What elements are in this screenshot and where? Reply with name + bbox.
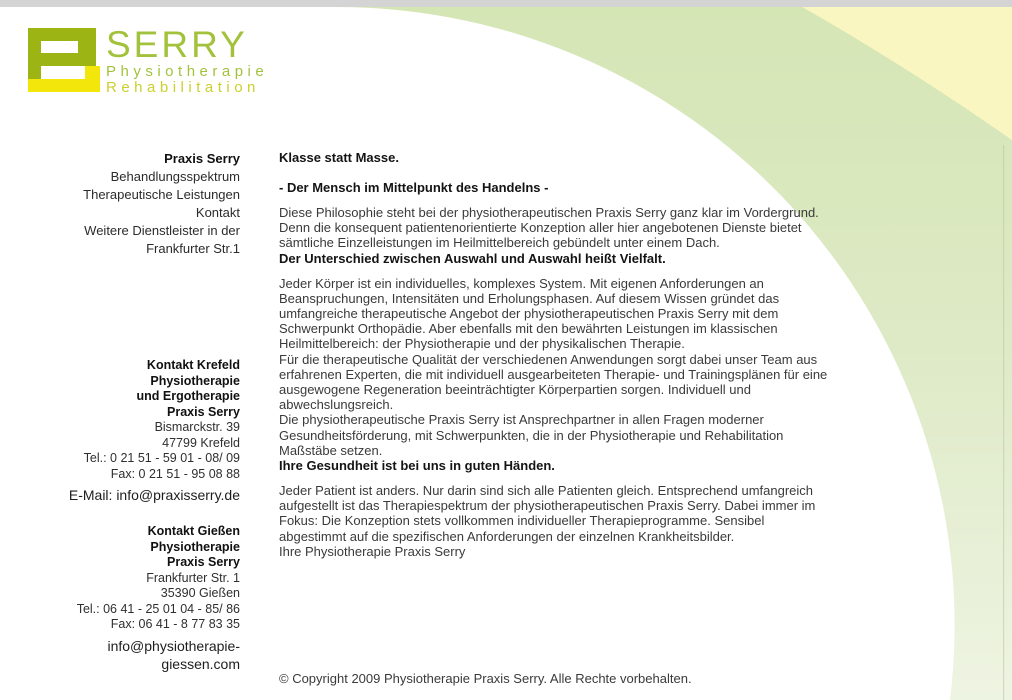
top-bar [0,0,1012,7]
paragraph-jeder-patient: Jeder Patient ist anders. Nur darin sind sich alle Patienten gleich. Entsprechend umfangreich aufgestellt ist das Therapiespektrum der physiotherapeutischen Praxis Serry. Dabei immer im Fokus: Die Konzeption stets vollkommen individueller Therapieprogramme. Sensibel abgestimmt auf die spezifischen Anforderungen der einzelnen Krankheitsbilder. [279,483,816,544]
contact-giessen-email-link[interactable]: info@physiotherapie-giessen.com [107,637,240,672]
contact-krefeld-title: Kontakt Krefeld [146,358,240,372]
closing-line: Ihre Physiotherapie Praxis Serry [279,543,466,559]
contact-block-krefeld [45,358,240,504]
contact-giessen-title-line: Praxis Serry [167,555,240,569]
footer [279,671,692,686]
contact-giessen-street: Frankfurter Str. 1 [146,570,240,585]
contact-krefeld-phone: Tel.: 0 21 51 - 59 01 - 08/ 09 [83,451,240,465]
contact-krefeld-email-link[interactable]: E-Mail: info@praxisserry.de [68,487,240,503]
right-edge-line [1003,145,1004,700]
logo-subtitle-physiotherapie: Physiotherapie [106,63,269,80]
sidebar-nav [45,150,240,258]
contact-krefeld-title-line: Praxis Serry [167,404,240,419]
paragraph-philosophie: Diese Philosophie steht bei der physiotherapeutischen Praxis Serry ganz klar im Vordergrund. Denn die konsequent patientenorientierte Konzeption aller hier angebotenen Dienste bietet sämtliche Einzelleistungen im Heilmittelbereich gebündelt unter einem Dach. [279,205,819,251]
heading-klasse-statt-masse: Klasse statt Masse. [279,150,399,165]
nav-item-praxis-serry[interactable]: Praxis Serry [164,151,240,166]
heading-mensch-im-mittelpunkt: - Der Mensch im Mittelpunkt des Handelns - [279,180,549,195]
logo-brand-text: SERRY [106,24,248,65]
contact-krefeld-title-line: und Ergotherapie [136,389,240,403]
copyright-text: © Copyright 2009 Physiotherapie Praxis Serry. Alle Rechte vorbehalten. [279,671,692,686]
contact-krefeld-fax: Fax: 0 21 51 - 95 08 88 [110,466,240,481]
contact-krefeld-title-line: Physiotherapie [150,373,240,388]
contact-krefeld-city: 47799 Krefeld [162,435,240,450]
paragraph-jeder-koerper: Jeder Körper ist ein individuelles, komplexes System. Mit eigenen Anforderungen an Beanspruchungen, Intensitäten und Erholungsphasen. Auf diesem Wissen gründet das umfangreiche therapeutische Angebot der physiotherapeutischen Praxis Serry mit dem Schwerpunkt Orthopädie. Aber ebenfalls mit den bewährten Leistungen im klassischen Heilmittelbereich: der Physiotherapie und der physikalischen Therapie. [279,275,780,352]
nav-item-behandlungsspektrum[interactable]: Behandlungsspektrum [110,169,240,184]
contact-giessen-city: 35390 Gießen [160,586,240,600]
contact-giessen-title-line: Physiotherapie [150,539,240,554]
nav-item-weitere-dienstleister[interactable]: Weitere Dienstleister in der Frankfurter Str.1 [84,223,240,256]
paragraph-qualitaet: Für die therapeutische Qualität der verschiedenen Anwendungen sorgt dabei unser Team aus erfahrenen Experten, die mit individuell ausgearbeiteten Therapie- und Trainingsplänen für eine ausgewogene Regeneration beeinträchtigter Körperpartien sorgen. Individuell und abwechslungsreich. [279,351,828,413]
serry-s-logo-icon [28,28,100,92]
paragraph-ansprechpartner: Die physiotherapeutische Praxis Serry ist Ansprechpartner in allen Fragen moderner Gesundheitsförderung, mit Schwerpunkten, die in der Physiotherapie und Rehabilitation Maßstäbe setzen. [279,412,784,458]
heading-unterschied-vielfalt: Der Unterschied zwischen Auswahl und Auswahl heißt Vielfalt. [279,250,666,266]
main-content [279,150,831,559]
contact-giessen-title: Kontakt Gießen [147,524,240,538]
nav-item-therapeutische-leistungen[interactable]: Therapeutische Leistungen [83,187,240,202]
heading-gesundheit: Ihre Gesundheit ist bei uns in guten Händen. [279,458,555,474]
contact-giessen-fax: Fax: 06 41 - 8 77 83 35 [110,617,240,631]
contact-giessen-phone: Tel.: 06 41 - 25 01 04 - 85/ 86 [76,601,240,616]
logo-subtitle-rehabilitation: Rehabilitation [106,79,260,96]
contact-krefeld-street: Bismarckstr. 39 [154,420,240,434]
logo[interactable] [28,24,269,96]
nav-item-kontakt[interactable]: Kontakt [195,205,240,220]
contact-block-giessen [45,524,240,673]
logo-text [106,24,269,96]
